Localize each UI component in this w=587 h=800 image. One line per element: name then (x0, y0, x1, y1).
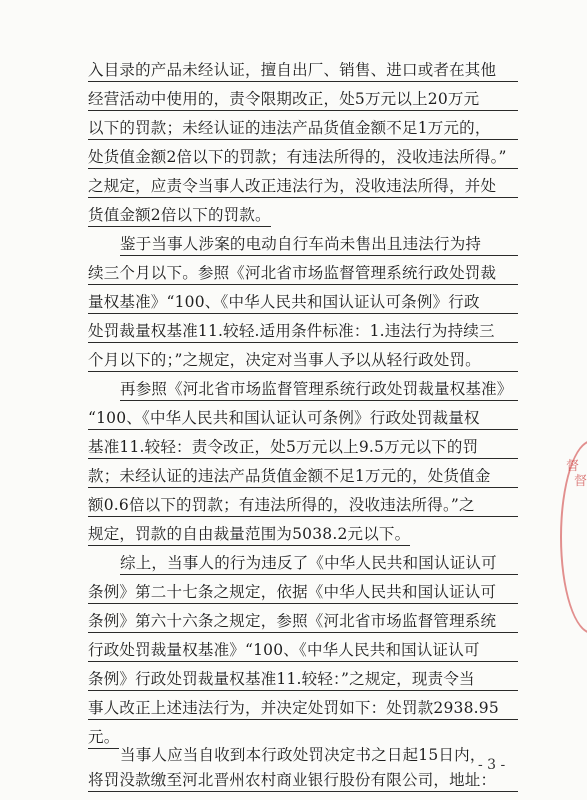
text-line-4: 处货值金额2倍以下的罚款；有违法所得的，没收违法所得。” (88, 147, 518, 169)
text-line-19: 条例》第二十七条之规定，依据《中华人民共和国认证认可 (88, 582, 518, 604)
text-line-3: 以下的罚款；未经认证的违法产品货值金额不足1万元的， (88, 118, 518, 140)
text-line-22: 条例》行政处罚裁量权基准11.较轻：”之规定，现责令当 (88, 669, 518, 691)
text-line-11: 个月以下的；”之规定，决定对当事人予以从轻行政处罚。 (88, 350, 518, 372)
text-line-14: 基准11.较轻：责令改正，处5万元以上9.5万元以下的罚 (88, 437, 518, 459)
text-line-21: 行政处罚裁量权基准》“100、《中华人民共和国认证认可 (88, 640, 518, 662)
text-line-25: 当事人应当自收到本行政处罚决定书之日起15日内， (120, 746, 486, 764)
text-line-12: 再参照《河北省市场监督管理系统行政处罚裁量权基准》 (120, 379, 518, 401)
text-line-15: 款；未经认证的违法产品货值金额不足1万元的，处货值金 (88, 466, 518, 488)
text-line-16: 额0.6倍以下的罚款；有违法所得的，没收违法所得。”之 (88, 495, 518, 517)
text-line-18: 综上，当事人的行为违反了《中华人民共和国认证认可 (120, 553, 518, 575)
text-line-9: 量权基准》“100、《中华人民共和国认证认可条例》行政 (88, 292, 518, 314)
text-line-13: “100、《中华人民共和国认证认可条例》行政处罚裁量权 (88, 408, 518, 430)
text-line-26: 将罚没款缴至河北晋州农村商业银行股份有限公司，地址： (88, 770, 518, 792)
text-line-8: 续三个月以下。参照《河北省市场监督管理系统行政处罚裁 (88, 263, 518, 285)
text-line-24: 元。 (88, 727, 119, 749)
text-line-10: 处罚裁量权基准11.较轻.适用条件标准：1.违法行为持续三 (88, 321, 518, 343)
page-number: - 3 - (478, 757, 506, 773)
text-line-17: 规定，罚款的自由裁量范围为5038.2元以下。 (88, 524, 410, 546)
stamp-char-1: 督 (566, 459, 580, 474)
text-line-5: 之规定，应责令当事人改正违法行为，没收违法所得，并处 (88, 176, 518, 198)
text-line-1: 入目录的产品未经认证，擅自出厂、销售、进口或者在其他 (88, 60, 518, 82)
text-line-20: 条例》第六十六条之规定，参照《河北省市场监督管理系统 (88, 611, 518, 633)
text-line-7: 鉴于当事人涉案的电动自行车尚未售出且违法行为持 (120, 234, 518, 256)
text-line-23: 事人改正上述违法行为，并决定处罚如下：处罚款2938.95 (88, 698, 518, 720)
text-line-2: 经营活动中使用的，责令限期改正，处5万元以上20万元 (88, 89, 518, 111)
stamp-char-2: 督 (574, 474, 587, 489)
text-line-6: 货值金额2倍以下的罚款。 (88, 205, 271, 227)
